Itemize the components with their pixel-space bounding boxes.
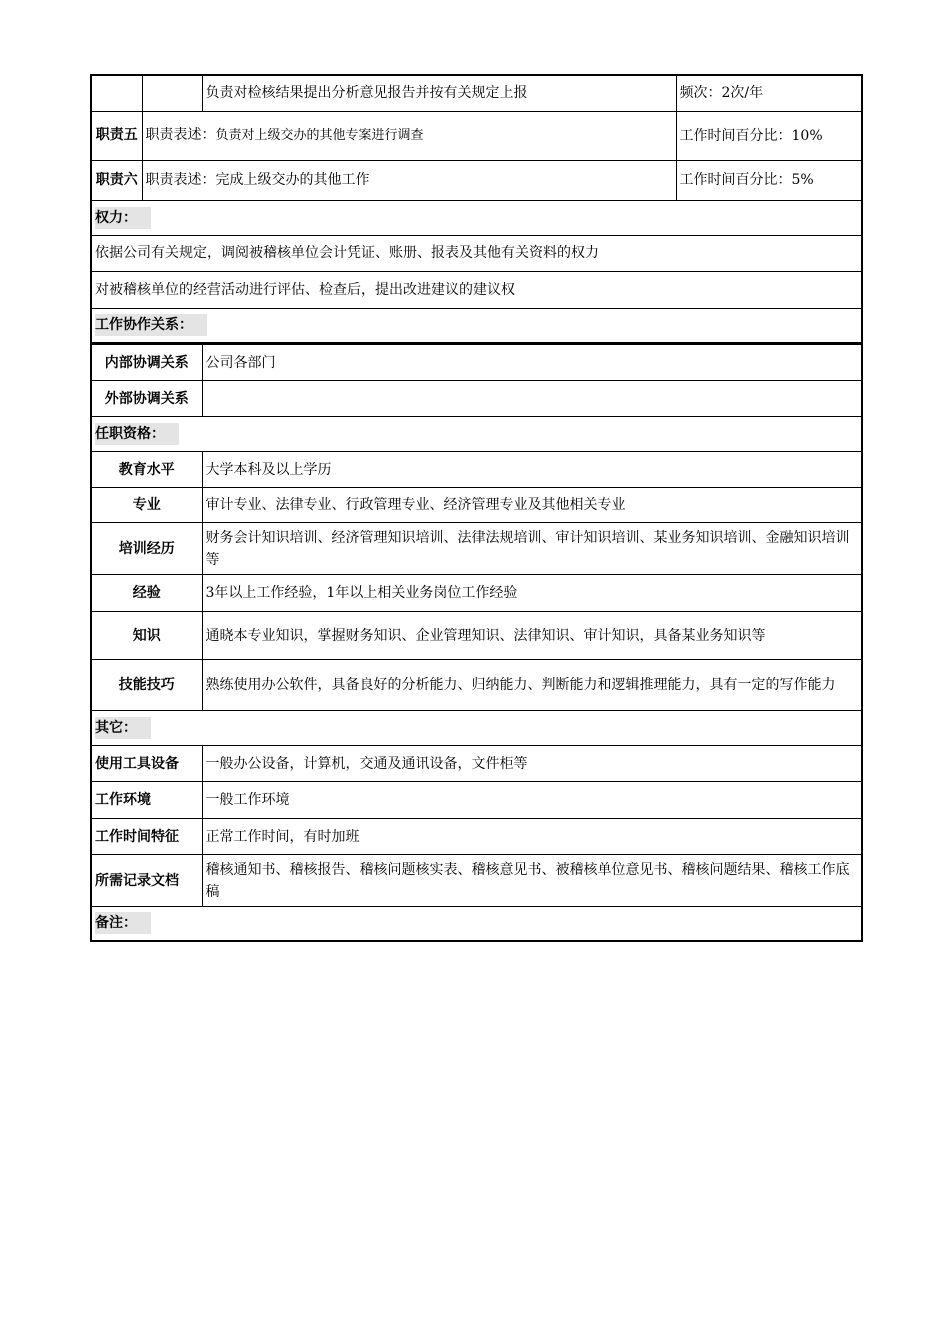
others-value: 一般办公设备，计算机，交通及通讯设备，文件柜等 <box>202 746 862 782</box>
others-value: 一般工作环境 <box>202 782 862 819</box>
others-label: 工作时间特征 <box>91 819 202 855</box>
others-label: 所需记录文档 <box>91 855 202 907</box>
duty-label-cell <box>91 75 142 111</box>
internal-relation-label: 内部协调关系 <box>91 345 202 381</box>
duty-row-continued <box>91 75 862 111</box>
others-title: 其它： <box>91 711 862 746</box>
qualification-row <box>91 488 862 523</box>
relations-header-row <box>91 308 862 343</box>
duty-label-5: 职责五 <box>91 111 142 160</box>
qualification-value: 通晓本专业知识，掌握财务知识、企业管理知识、法律知识、审计知识，具备某业务知识等 <box>202 612 862 660</box>
external-relation-label: 外部协调关系 <box>91 381 202 417</box>
qualification-row <box>91 523 862 575</box>
duty-desc-prefix: 职责表述： <box>145 172 216 188</box>
job-description-document <box>90 74 861 942</box>
external-relation-row <box>91 381 862 417</box>
authority-header-row <box>91 200 862 235</box>
qualifications-title: 任职资格： <box>91 417 862 452</box>
duty-desc: 负责对检核结果提出分析意见报告并按有关规定上报 <box>202 75 676 111</box>
internal-relation-value: 公司各部门 <box>202 345 862 381</box>
qualification-row <box>91 612 862 660</box>
remarks-title: 备注： <box>91 907 862 941</box>
qualification-value: 熟练使用办公软件，具备良好的分析能力、归纳能力、判断能力和逻辑推理能力，具有一定的写作能力 <box>202 660 862 711</box>
duties-table <box>90 74 863 344</box>
authority-title: 权力： <box>91 200 862 235</box>
duty-percent-6: 工作时间百分比：5% <box>676 160 862 200</box>
qualification-value: 3年以上工作经验，1年以上相关业务岗位工作经验 <box>202 575 862 612</box>
qualification-row <box>91 575 862 612</box>
others-row <box>91 746 862 782</box>
authority-item-2: 对被稽核单位的经营活动进行评估、检查后，提出改进建议的建议权 <box>91 271 862 308</box>
others-header-row <box>91 711 862 746</box>
duty-frequency: 频次：2次/年 <box>676 75 862 111</box>
duty-row-5 <box>91 111 862 160</box>
qualifications-header-row <box>91 417 862 452</box>
authority-item <box>91 235 862 271</box>
duty-label-6: 职责六 <box>91 160 142 200</box>
duty-row-6 <box>91 160 862 200</box>
duty-desc-5 <box>142 111 676 160</box>
qualification-row <box>91 660 862 711</box>
qualification-label: 技能技巧 <box>91 660 202 711</box>
remarks-row <box>91 907 862 941</box>
duty-desc-text: 负责对上级交办的其他专案进行调查 <box>215 128 424 143</box>
others-label: 工作环境 <box>91 782 202 819</box>
duty-desc-6 <box>142 160 676 200</box>
others-label: 使用工具设备 <box>91 746 202 782</box>
authority-item <box>91 271 862 308</box>
detail-table <box>90 344 863 942</box>
qualification-label: 培训经历 <box>91 523 202 575</box>
others-row <box>91 782 862 819</box>
qualification-label: 经验 <box>91 575 202 612</box>
duty-percent-5: 工作时间百分比：10% <box>676 111 862 160</box>
others-row <box>91 819 862 855</box>
external-relation-value <box>202 381 862 417</box>
duty-desc-prefix: 职责表述： <box>145 127 216 143</box>
others-value: 正常工作时间，有时加班 <box>202 819 862 855</box>
qualification-value: 审计专业、法律专业、行政管理专业、经济管理专业及其他相关专业 <box>202 488 862 523</box>
qualification-row <box>91 452 862 488</box>
duty-sub-cell <box>142 75 202 111</box>
others-row <box>91 855 862 907</box>
qualification-value: 大学本科及以上学历 <box>202 452 862 488</box>
others-value: 稽核通知书、稽核报告、稽核问题核实表、稽核意见书、被稽核单位意见书、稽核问题结果、稽核工作底稿 <box>202 855 862 907</box>
qualification-value: 财务会计知识培训、经济管理知识培训、法律法规培训、审计知识培训、某业务知识培训、金融知识培训等 <box>202 523 862 575</box>
internal-relation-row <box>91 345 862 381</box>
duty-desc-text: 完成上级交办的其他工作 <box>215 172 370 188</box>
relations-title: 工作协作关系： <box>91 308 862 343</box>
qualification-label: 专业 <box>91 488 202 523</box>
qualification-label: 知识 <box>91 612 202 660</box>
authority-item-1: 依据公司有关规定，调阅被稽核单位会计凭证、账册、报表及其他有关资料的权力 <box>91 235 862 271</box>
qualification-label: 教育水平 <box>91 452 202 488</box>
